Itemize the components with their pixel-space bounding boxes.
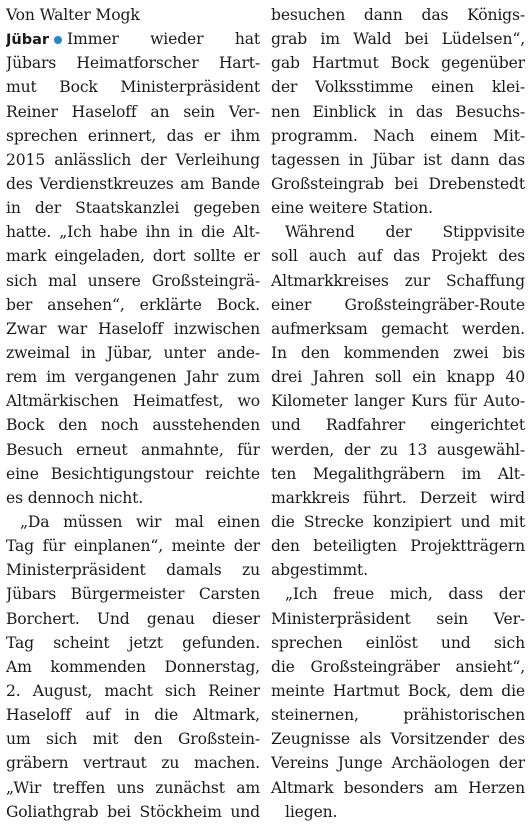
text-line: Altmark besonders am Herzen — [271, 778, 525, 797]
text-line: Altmarkkreises zur Schaffung — [271, 271, 525, 290]
text-line: Kilometer langer Kurs für Auto- — [271, 392, 525, 411]
text-line: drei Jahren soll ein knapp 40 — [271, 368, 525, 387]
text-line: es dennoch nicht. — [6, 488, 144, 507]
text-line: die Großsteingräber ansieht“, — [271, 657, 525, 676]
text-line: sprechen erinnert, das er ihm — [6, 126, 260, 145]
text-line: aufmerksam gemacht werden. — [271, 319, 525, 338]
text-line: programm. Nach einem Mit- — [271, 126, 525, 145]
text-line: Zeugnisse als Vorsitzender des — [271, 730, 525, 749]
text-line: den beteiligten Projektträgern — [271, 537, 525, 556]
text-line: Ministerpräsident sein Ver- — [271, 609, 525, 628]
text-line: mut Bock Ministerpräsident — [6, 78, 260, 97]
article-left-column — [6, 3, 260, 824]
article-byline: Von Walter Mogk — [6, 6, 140, 24]
text-line: Bock den noch ausstehenden — [6, 416, 260, 435]
text-line: In den kommenden zwei bis — [271, 343, 525, 362]
text-line: eine weitere Station. — [271, 199, 433, 218]
left-column-lines — [6, 51, 260, 824]
text-line: „Ich freue mich, dass der — [285, 585, 525, 604]
text-line: Vereins Junge Archäologen der — [271, 754, 525, 773]
text-line: rem im vergangenen Jahr zum — [6, 368, 260, 387]
article-first-line — [6, 27, 260, 51]
text-line: Borchert. Und genau dieser — [6, 609, 260, 628]
text-line: abgestimmt. — [271, 561, 368, 580]
text-line: ten Megalithgräbern im Alt- — [271, 464, 525, 483]
text-line: gräbern vertraut zu machen. — [6, 754, 260, 773]
text-line: liegen. — [285, 802, 338, 821]
text-line: die Strecke konzipiert und mit — [271, 512, 525, 531]
right-column-lines — [271, 3, 525, 824]
text-line: des Verdienstkreuzes am Bande — [6, 174, 260, 193]
text-line: tagessen in Jübar ist dann das — [271, 150, 525, 169]
text-line: der Volksstimme einen klei- — [271, 78, 525, 97]
text-line: 2015 anlässlich der Verleihung — [6, 150, 260, 169]
text-line: soll auch auf das Projekt des — [271, 247, 525, 266]
text-line: Tag für einplanen“, meinte der — [6, 537, 260, 556]
text-line: Goliathgrab bei Stöckheim und — [6, 802, 260, 821]
text-line: Großsteingrab bei Drebenstedt — [271, 174, 525, 193]
text-line: Haseloff auf in die Altmark, — [6, 706, 260, 725]
text-line: Jübars Heimatforscher Hart- — [6, 54, 260, 73]
text-line: 2. August, macht sich Reiner — [6, 681, 260, 700]
article-right-column — [271, 3, 525, 824]
text-line: ber ansehen“, erklärte Bock. — [6, 295, 260, 314]
text-line: eine Besichtigungstour reichte — [6, 464, 260, 483]
text-line: Altmärkischen Heimatfest, wo — [6, 392, 260, 411]
text-line: mark eingeladen, dort sollte er — [6, 247, 260, 266]
text-line: „Da müssen wir mal einen — [20, 512, 260, 531]
text-line: Tag scheint jetzt gefunden. — [6, 633, 260, 652]
text-line: in der Staatskanzlei gegeben — [6, 199, 260, 218]
text-line: markkreis führt. Derzeit wird — [271, 488, 525, 507]
text-line: um sich mit den Großstein- — [6, 730, 260, 749]
text-line: sprechen einlöst und sich — [271, 633, 525, 652]
text-line: Am kommenden Donnerstag, — [6, 657, 260, 676]
text-line: nen Einblick in das Besuchs- — [271, 102, 525, 121]
text-line: Reiner Haseloff an sein Ver- — [6, 102, 260, 121]
text-line: einer Großsteingräber-Route — [271, 295, 525, 314]
text-line: Immer wieder hat — [67, 30, 260, 49]
text-line: Besuch erneut anmahnte, für — [6, 440, 260, 459]
text-line: „Wir treffen uns zunächst am — [6, 778, 260, 797]
text-line: hatte. „Ich habe ihn in die Alt- — [6, 223, 260, 242]
text-line: besuchen dann das Königs- — [271, 6, 525, 24]
text-line: meinte Hartmut Bock, dem die — [271, 681, 525, 700]
text-line: Jübars Bürgermeister Carsten — [6, 585, 260, 604]
text-line: sich mal unsere Großsteingrä- — [6, 271, 260, 290]
text-line: Ministerpräsident damals zu — [6, 561, 260, 580]
text-line: steinernen, prähistorischen — [271, 706, 525, 725]
text-line: zweimal in Jübar, unter ande- — [6, 343, 260, 362]
text-line: und Radfahrer eingerichtet — [271, 416, 525, 435]
article-dateline: Jübar — [6, 32, 50, 49]
text-line: grab im Wald bei Lüdelsen“, — [271, 30, 525, 49]
text-line: Zwar war Haseloff inzwischen — [6, 319, 260, 338]
text-line: Während der Stippvisite — [285, 223, 525, 242]
text-line: werden, der zu 13 ausgewähl- — [271, 440, 525, 459]
text-line: gab Hartmut Bock gegenüber — [271, 54, 525, 73]
dateline-dot-icon — [54, 36, 62, 44]
